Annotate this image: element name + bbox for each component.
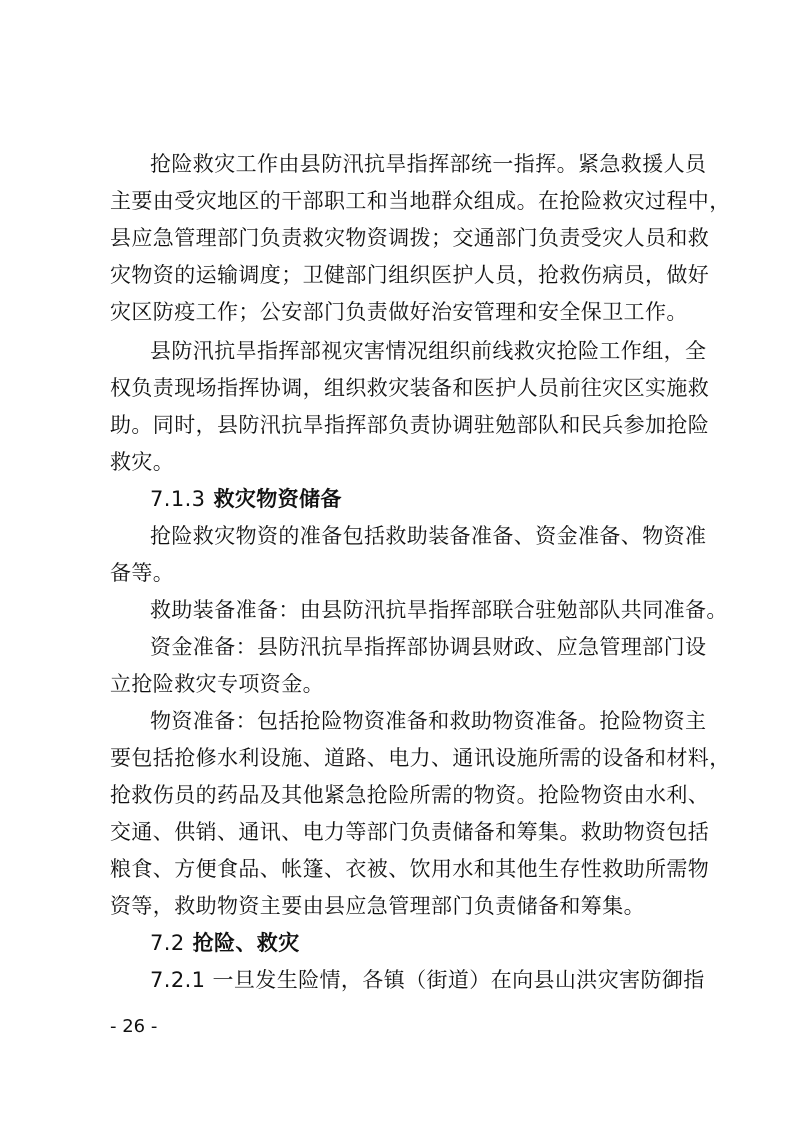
paragraph-line: 权负责现场指挥协调，组织救灾装备和医护人员前往灾区实施救 xyxy=(110,376,710,400)
paragraph-line: 抢救伤员的药品及其他紧急抢险所需的物资。抢险物资由水利、 xyxy=(110,783,710,807)
paragraph-line: 县防汛抗旱指挥部视灾害情况组织前线救灾抢险工作组，全 xyxy=(150,339,707,363)
paragraph-line: 备等。 xyxy=(110,561,175,585)
paragraph-line: 主要由受灾地区的干部职工和当地群众组成。在抢险救灾过程中， xyxy=(110,189,731,213)
section-title: 救灾物资储备 xyxy=(213,487,342,511)
section-number: 7.1.3 xyxy=(150,487,206,511)
paragraph-line: 灾物资的运输调度；卫健部门组织医护人员，抢救伤病员，做好 xyxy=(110,263,710,287)
paragraph-line: 资等，救助物资主要由县应急管理部门负责储备和筹集。 xyxy=(110,894,645,918)
paragraph-line: 要包括抢修水利设施、道路、电力、通讯设施所需的设备和材料， xyxy=(110,746,731,770)
paragraph-line: 粮食、方便食品、帐篷、衣被、饮用水和其他生存性救助所需物 xyxy=(110,857,710,881)
page-number: - 26 - xyxy=(110,1016,158,1037)
section-number: 7.2 xyxy=(150,931,185,955)
paragraph-line: 7.2.1 一旦发生险情，各镇（街道）在向县山洪灾害防御指 xyxy=(150,968,705,992)
section-title: 抢险、救灾 xyxy=(192,931,300,955)
paragraph-line: 救灾。 xyxy=(110,450,175,474)
paragraph-line: 抢险救灾物资的准备包括救助装备准备、资金准备、物资准 xyxy=(150,524,707,548)
paragraph-line: 交通、供销、通讯、电力等部门负责储备和筹集。救助物资包括 xyxy=(110,820,710,844)
paragraph-line: 助。同时，县防汛抗旱指挥部负责协调驻勉部队和民兵参加抢险 xyxy=(110,413,710,437)
paragraph-line: 抢险救灾工作由县防汛抗旱指挥部统一指挥。紧急救援人员 xyxy=(150,152,707,176)
paragraph-line: 灾区防疫工作；公安部门负责做好治安管理和安全保卫工作。 xyxy=(110,300,688,324)
paragraph-line: 物资准备：包括抢险物资准备和救助物资准备。抢险物资主 xyxy=(150,709,707,733)
section-heading-7-2 xyxy=(150,930,300,956)
section-heading-7-1-3 xyxy=(150,486,342,512)
paragraph-line: 立抢险救灾专项资金。 xyxy=(110,672,324,696)
paragraph-line: 救助装备准备：由县防汛抗旱指挥部联合驻勉部队共同准备。 xyxy=(150,598,728,622)
paragraph-line: 资金准备：县防汛抗旱指挥部协调县财政、应急管理部门设 xyxy=(150,635,707,659)
paragraph-line: 县应急管理部门负责救灾物资调拨；交通部门负责受灾人员和救 xyxy=(110,226,710,250)
